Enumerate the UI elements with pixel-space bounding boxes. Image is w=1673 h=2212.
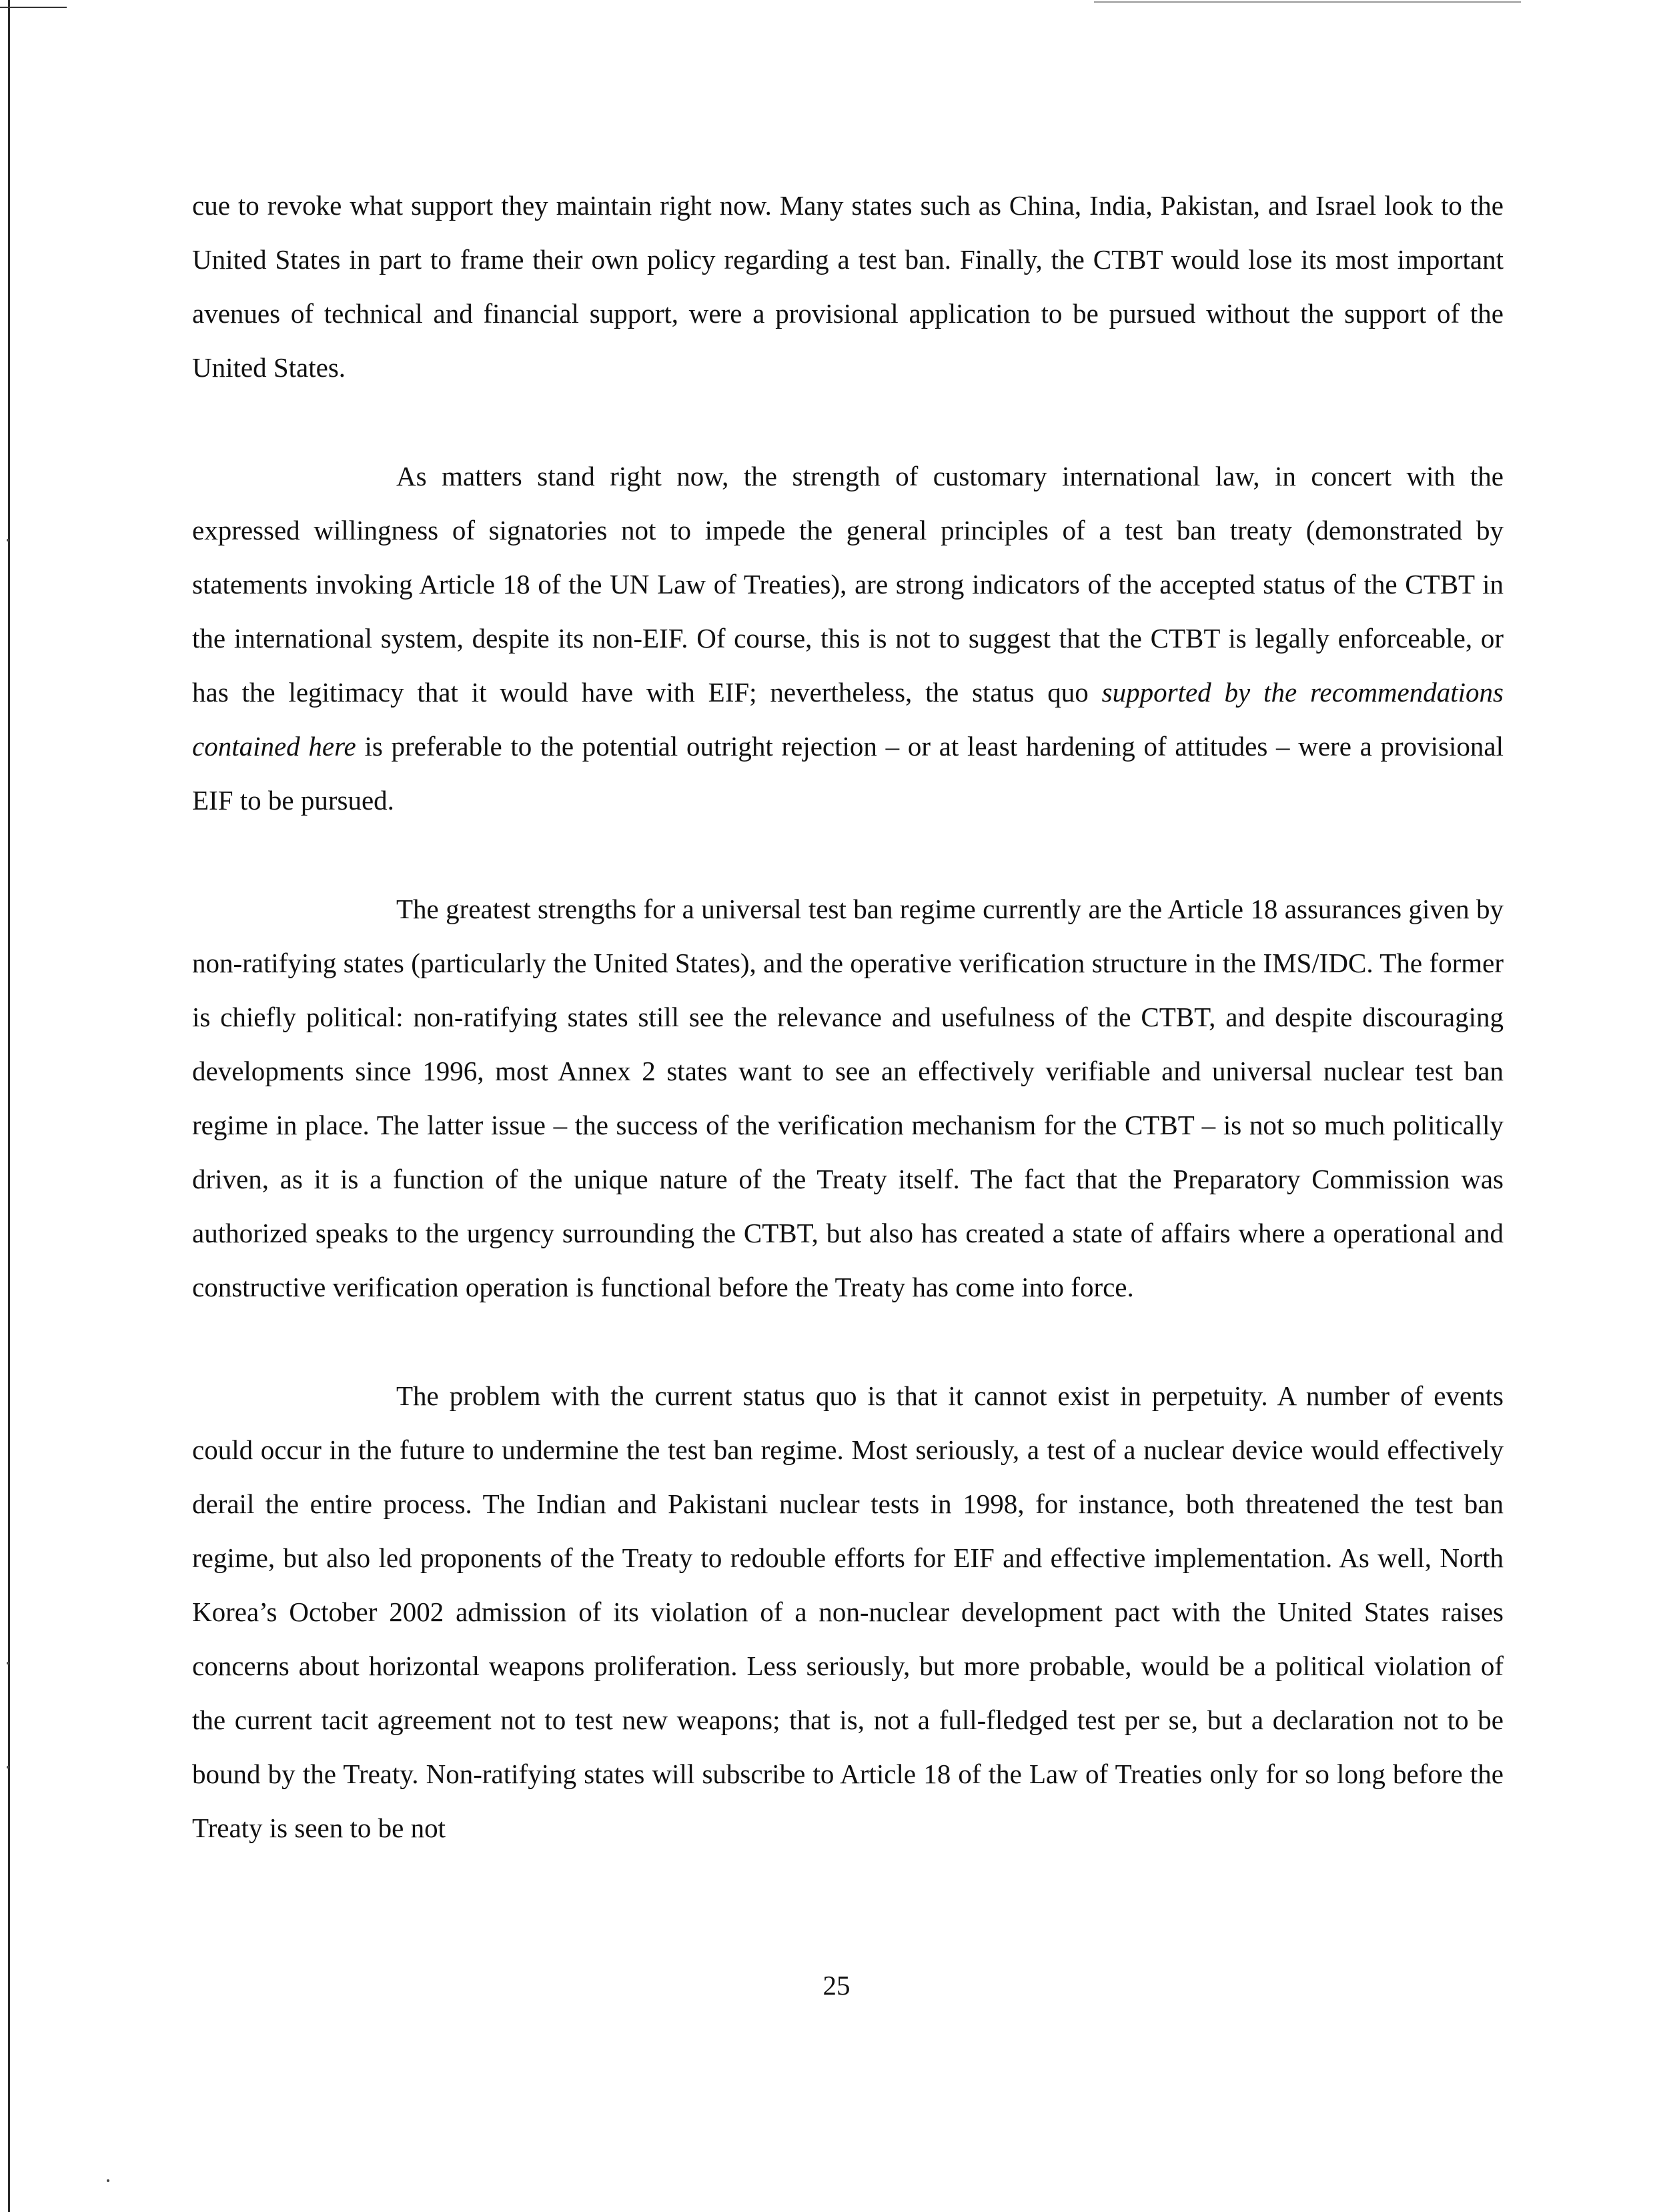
paragraph-4 [192,1369,1504,1855]
scan-edge-top [0,7,67,8]
paragraph-2-emphasis: supported by the recommendations contained here [192,677,1504,762]
scan-edge-left [8,0,10,2212]
scan-rule-top [1094,1,1521,3]
paragraph-2-text-after: is preferable to the potential outright rejection – or at least hardening of attitudes – were a provisional EIF to be pursued. [192,731,1504,816]
scan-speck [7,1662,9,1665]
paragraph-3 [192,882,1504,1314]
page-number: 25 [822,1970,851,2001]
paragraph-3-text: The greatest strengths for a universal test ban regime currently are the Article 18 assurances given by non-ratifying states (particularly the United States), and the operative verification structure in the IMS/IDC. The former is chiefly political: non-ratifying states still see the relevance and usefulness of the CTBT, and despite discouraging developments since 1996, most Annex 2 states want to see an effectively verifiable and universal nuclear test ban regime in place. The latter issue – the success of the verification mechanism for the CTBT – is not so much politically driven, as it is a function of the unique nature of the Treaty itself. The fact that the Preparatory Commission was authorized speaks to the urgency surrounding the CTBT, but also has created a state of affairs where a operational and constructive verification operation is functional before the Treaty has come into force. [192,894,1504,1302]
paragraph-1-text: cue to revoke what support they maintain right now. Many states such as China, India, Pakistan, and Israel look to the United States in part to frame their own policy regarding a test ban. Finally, the CTBT would lose its most important avenues of technical and financial support, were a provisional application to be pursued without the support of the United States. [192,190,1504,383]
page-body [192,179,1504,1910]
scan-speck [107,2179,109,2182]
paragraph-1 [192,179,1504,395]
paragraph-2 [192,449,1504,828]
scan-speck [7,1766,9,1769]
paragraph-2-text: As matters stand right now, the strength of customary international law, in concert with the expressed willingness of signatories not to impede the general principles of a test ban treaty (demonstrated by statements invoking Article 18 of the UN Law of Treaties), are strong indicators of the accepted status of the CTBT in the international system, despite its non-EIF. Of course, this is not to suggest that the CTBT is legally enforceable, or has the legitimacy that it would have with EIF; nevertheless, the status quo [192,461,1504,708]
scan-speck [7,539,9,541]
paragraph-4-text: The problem with the current status quo is that it cannot exist in perpetuity. A number of events could occur in the future to undermine the test ban regime. Most seriously, a test of a nuclear device would effectively derail the entire process. The Indian and Pakistani nuclear tests in 1998, for instance, both threatened the test ban regime, but also led proponents of the Treaty to redouble efforts for EIF and effective implementation. As well, North Korea’s October 2002 admission of its violation of a non-nuclear development pact with the United States raises concerns about horizontal weapons proliferation. Less seriously, but more probable, would be a political violation of the current tacit agreement not to test new weapons; that is, not a full-fledged test per se, but a declaration not to be bound by the Treaty. Non-ratifying states will subscribe to Article 18 of the Law of Treaties only for so long before the Treaty is seen to be not [192,1380,1504,1843]
